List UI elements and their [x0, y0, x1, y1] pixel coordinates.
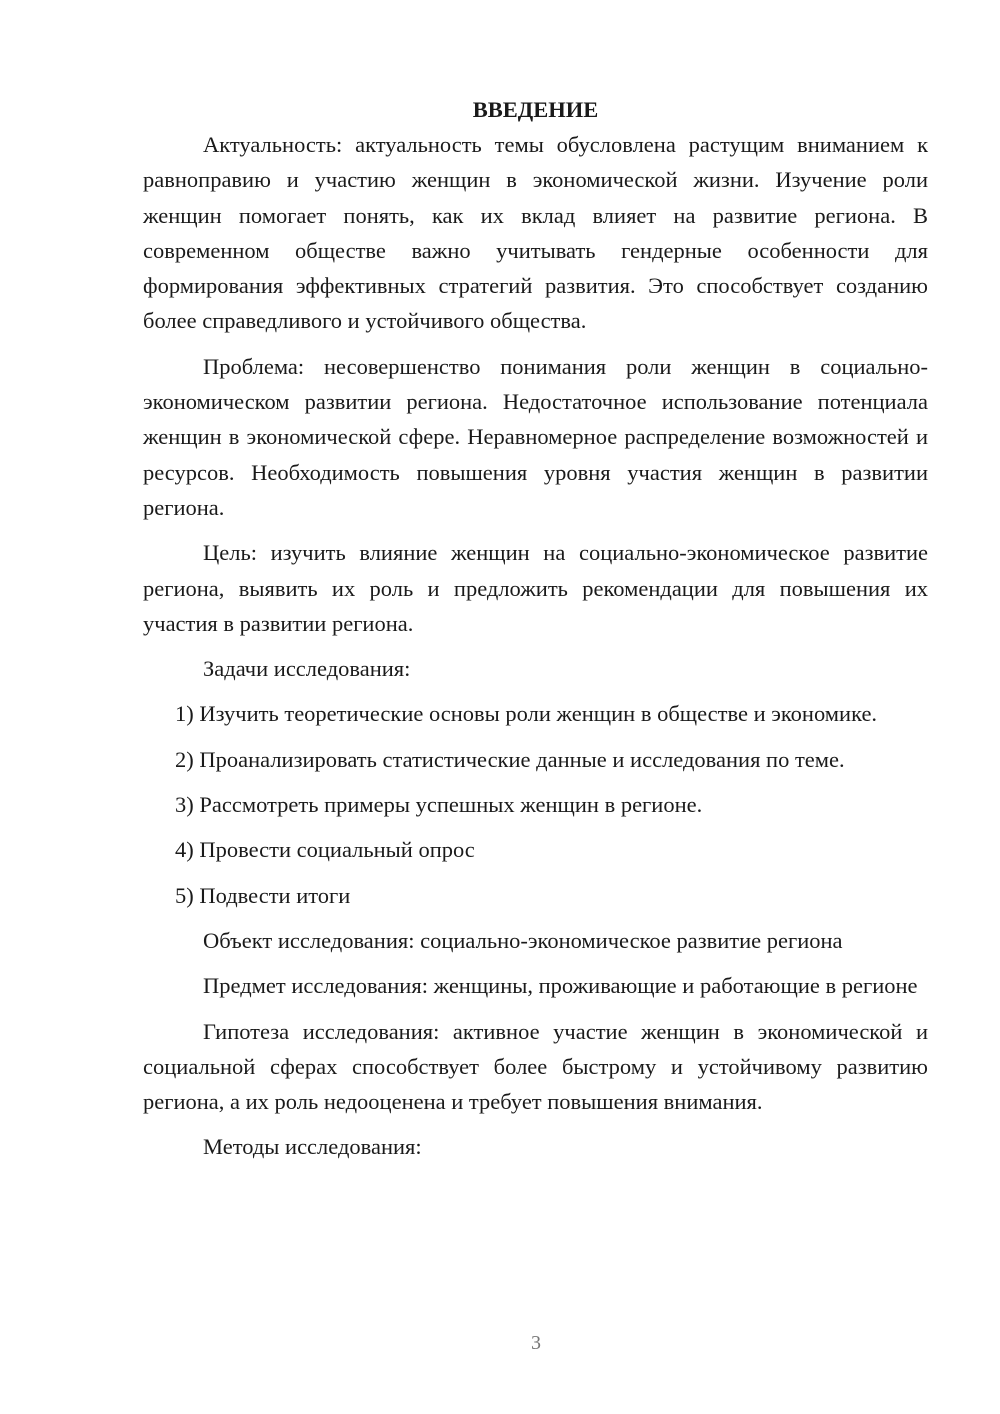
subject-paragraph: Предмет исследования: женщины, проживающие и работающие в регионе — [203, 973, 918, 999]
page-title: ВВЕДЕНИЕ — [472, 97, 599, 122]
hypothesis-paragraph: Гипотеза исследования: активное участие женщин в экономической и социальной сферах способствует более быстрому и устойчивому развитию региона, а их роль недооценена и требует повышения внимания. — [143, 1018, 928, 1115]
tasks-heading: Задачи исследования: — [203, 656, 411, 682]
goal-paragraph: Цель: изучить влияние женщин на социально-экономическое развитие региона, выявить их роль и предложить рекомендации для повышения их участия в развитии региона. — [143, 540, 928, 636]
task-item: 4) Провести социальный опрос — [175, 837, 475, 863]
problem-paragraph: Проблема: несовершенство понимания роли женщин в социально-экономическом развитии региона. Недостаточное использование потенциала женщин в экономической сфере. Неравномерное распределение возможностей и ресурсов. Необходимость повышения уровня участия женщин в развитии региона. — [143, 353, 928, 520]
page-number: 3 — [531, 1332, 541, 1354]
task-item: 5) Подвести итоги — [175, 882, 351, 908]
methods-heading: Методы исследования: — [203, 1134, 422, 1160]
task-item: 3) Рассмотреть примеры успешных женщин в регионе. — [175, 792, 703, 818]
page-content — [143, 92, 928, 1175]
task-item: 1) Изучить теоретические основы роли женщин в обществе и экономике. — [175, 701, 878, 727]
relevance-paragraph: Актуальность: актуальность темы обусловлена растущим вниманием к равноправию и участию женщин в экономической жизни. Изучение роли женщин помогает понять, как их вклад влияет на развитие региона. В современном обществе важно учитывать гендерные особенности для формирования эффективных стратегий развития. Это способствует созданию более справедливого и устойчивого общества. — [143, 132, 928, 334]
object-paragraph: Объект исследования: социально-экономическое развитие региона — [203, 927, 843, 953]
task-item: 2) Проанализировать статистические данные и исследования по теме. — [175, 746, 845, 772]
